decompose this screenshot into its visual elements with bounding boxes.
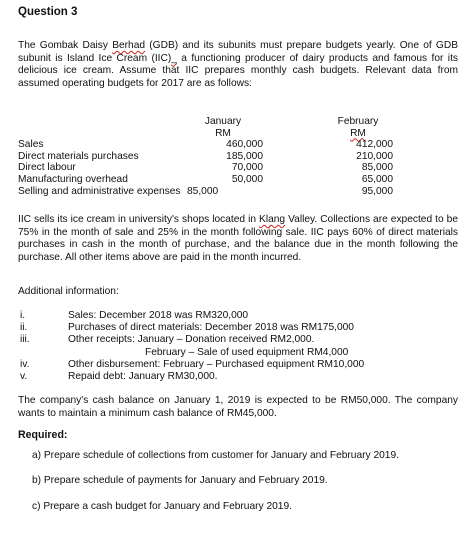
intro-text-2: (GDB) and its subunits must prepare budgets yearly. One of GDB subunit is Island Ice Cream (IIC) [18,40,458,64]
question-title: Question 3 [18,6,78,18]
collections-paragraph [18,214,458,264]
intro-text-3: a functioning producer of dairy products and famous for its delicious ice cream. Assume that IIC prepares monthly cash budgets. Relevant data from assumed operating budgets for 2017 are as follows: [18,52,458,89]
spellcheck-word-klang: Klang [259,214,286,225]
text-cursor-mark: _ [171,52,177,64]
header-february: February [337,116,379,127]
additional-info-title: Additional information: [18,286,119,297]
table-row: Direct materials purchases 185,000 210,000 [18,150,393,162]
collections-text-1: IIC sells its ice cream in university's shops located in [18,214,260,225]
cash-balance-paragraph: The company's cash balance on January 1, 2019 is expected to be RM50,000. The company wants to maintain a minimum cash balance of RM45,000. [18,395,458,419]
table-unit-row [18,128,393,140]
required-item-b: b) Prepare schedule of payments for January and February 2019. [32,475,328,486]
table-row: Sales 460,000 412,000 [18,139,393,151]
table-header-row [18,116,393,128]
unit-january: RM [215,127,231,139]
intro-text-1: The Gombak Daisy [18,40,113,51]
unit-february: RM [350,127,366,139]
collections-text-2: Valley. Collections are expected to be 75% in the month of sale and 25% in the month following sale. IIC pays 60% of direct materials purchases in cash in the month of purchase, and the balance due in the month following the purchase. All other items above are paid in the month incurred. [18,214,458,263]
table-row: Direct labour 70,000 85,000 [18,162,393,174]
table-row: Selling and administrative expenses 85,000 95,000 [18,185,393,197]
required-item-a: a) Prepare schedule of collections from customer for January and February 2019. [32,450,399,461]
table-row: Manufacturing overhead 50,000 65,000 [18,173,393,185]
header-january: January [204,116,242,127]
required-title: Required: [18,429,68,441]
spellcheck-word-berhad: Berhad [112,40,146,51]
budget-table [18,116,393,197]
required-item-c: c) Prepare a cash budget for January and February 2019. [32,501,292,512]
intro-paragraph [18,40,458,90]
